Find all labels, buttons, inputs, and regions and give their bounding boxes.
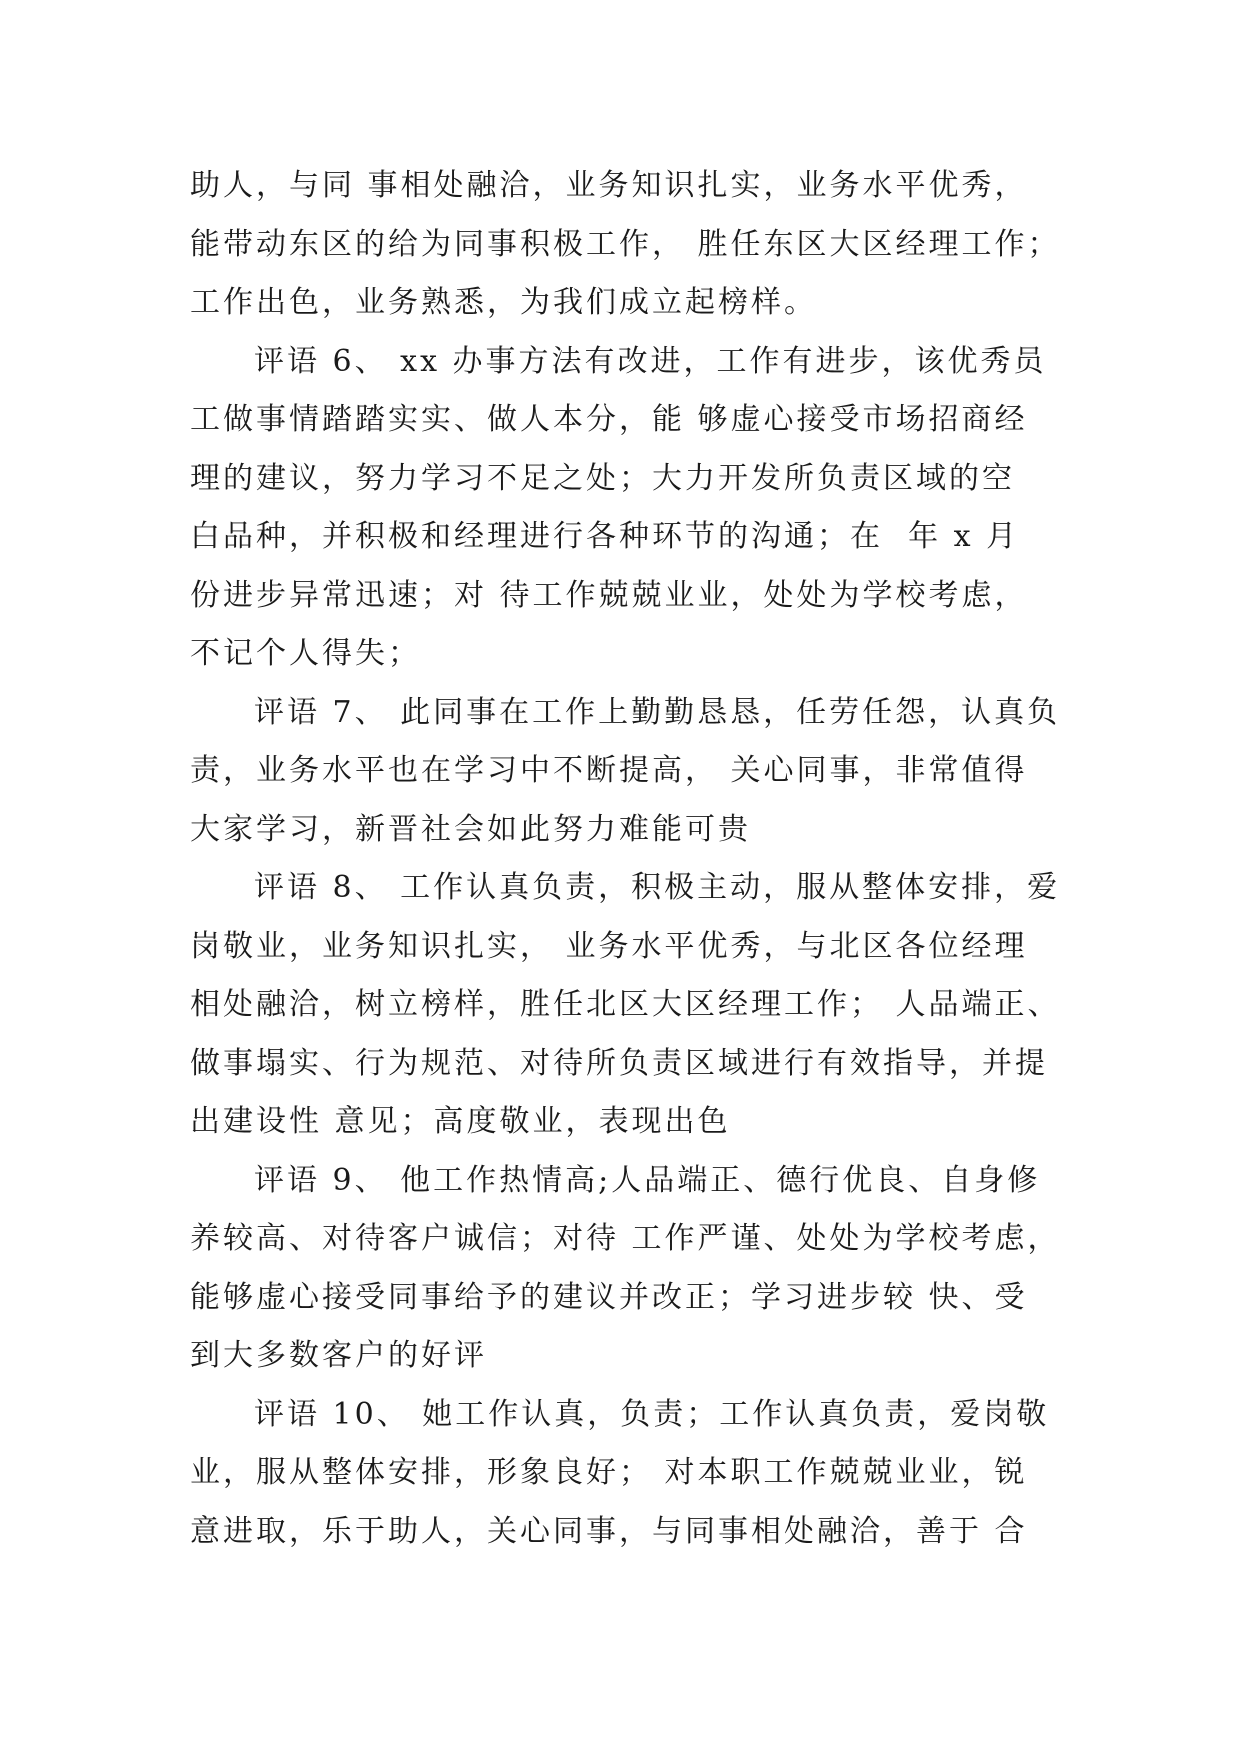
- text-line: 能够虚心接受同事给予的建议并改正；学习进步较 快、受: [190, 1279, 1028, 1315]
- text-line: 评语 6、 xx 办事方法有改进，工作有进步，该优秀员: [254, 343, 1047, 379]
- text-line: 份进步异常迅速；对 待工作兢兢业业，处处为学校考虑，: [190, 577, 1028, 613]
- text-line: 能带动东区的给为同事积极工作， 胜任东区大区经理工作；: [190, 226, 1061, 262]
- text-line: 到大多数客户的好评: [190, 1338, 487, 1373]
- document-body: [190, 157, 1080, 1561]
- text-line: 责，业务水平也在学习中不断提高， 关心同事，非常值得: [190, 753, 1028, 788]
- text-line: 助人，与同 事相处融洽，业务知识扎实，业务水平优秀，: [190, 168, 1028, 203]
- text-line: 大家学习，新晋社会如此努力难能可贵: [190, 811, 751, 847]
- text-line: 工作出色，业务熟悉，为我们成立起榜样。: [190, 285, 817, 320]
- text-line: 白品种，并积极和经理进行各种环节的沟通；在 年 x 月: [190, 519, 1020, 554]
- text-line: 评语 10、 她工作认真，负责；工作认真负责，爱岗敬: [254, 1396, 1050, 1432]
- text-line: 做事塌实、行为规范、对待所负责区域进行有效指导，并提: [190, 1045, 1048, 1081]
- text-line: 岗敬业，业务知识扎实， 业务水平优秀，与北区各位经理: [190, 928, 1028, 964]
- text-line: 评语 9、 他工作热情高;人品端正、德行优良、自身修: [254, 1162, 1041, 1198]
- text-line: 业，服从整体安排，形象良好； 对本职工作兢兢业业，锐: [190, 1455, 1028, 1490]
- text-line: 评语 8、 工作认真负责，积极主动，服从整体安排，爱: [254, 870, 1061, 905]
- text-line: 不记个人得失；: [190, 636, 421, 671]
- text-line: 养较高、对待客户诚信；对待 工作严谨、处处为学校考虑，: [190, 1221, 1061, 1256]
- text-line: 评语 7、 此同事在工作上勤勤恳恳，任劳任怨，认真负: [254, 694, 1061, 730]
- text-line: 理的建议，努力学习不足之处；大力开发所负责区域的空: [190, 460, 1015, 496]
- text-line: 相处融洽，树立榜样，胜任北区大区经理工作； 人品端正、: [190, 987, 1061, 1022]
- text-line: 意进取，乐于助人，关心同事，与同事相处融洽，善于 合: [190, 1513, 1028, 1549]
- text-line: 工做事情踏踏实实、做人本分，能 够虚心接受市场招商经: [190, 402, 1028, 437]
- text-line: 出建设性 意见；高度敬业，表现出色: [190, 1104, 731, 1139]
